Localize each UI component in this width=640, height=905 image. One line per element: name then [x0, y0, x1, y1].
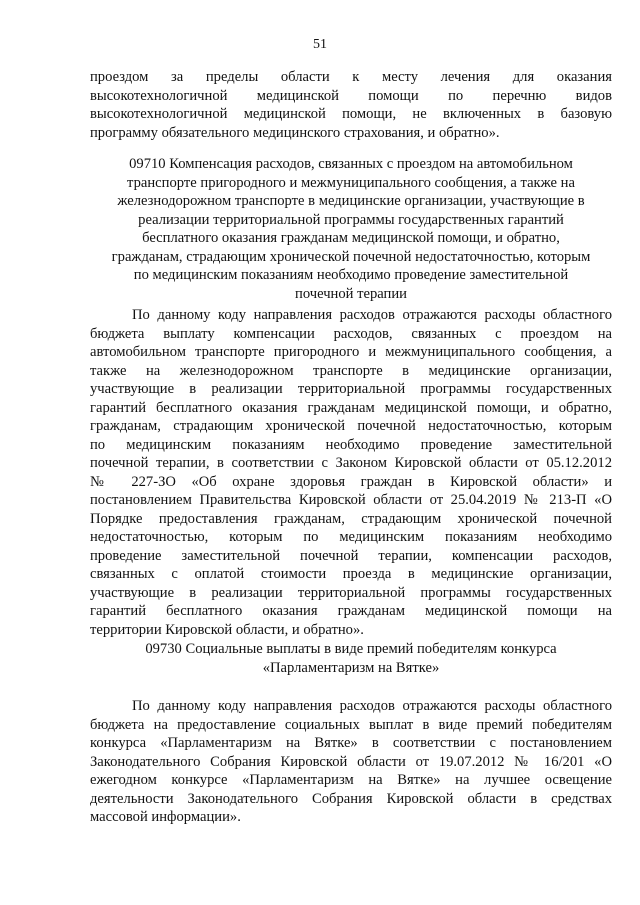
text-line: участвующие в реализации территориальной программы государственных [90, 584, 612, 601]
text-line: программу обязательного медицинского страхования, и обратно». [90, 124, 500, 141]
text-line: Законодательного Собрания Кировской области от 19.07.2012 № 16/201 «О [90, 753, 612, 770]
heading-line: почечной терапии [295, 285, 407, 302]
section-body-09710 [90, 306, 612, 639]
text-line: проведение заместительной почечной терапии, компенсации расходов, [90, 547, 612, 564]
heading-line: реализации территориальной программы государственных гарантий [138, 211, 564, 228]
heading-line: «Парламентаризм на Вятке» [262, 659, 440, 676]
continuation-paragraph [90, 68, 612, 142]
section-heading-09710 [90, 155, 612, 303]
text-line: недостаточностью, которым по медицинским показаниям необходимо [90, 529, 612, 545]
text-line: гарантий бесплатного оказания гражданам медицинской помощи, и обратно, [90, 399, 612, 416]
text-line: гарантий бесплатного оказания гражданам медицинской помощи на [90, 603, 612, 619]
heading-line: гражданам, страдающим хронической почечной недостаточностью, которым [111, 248, 591, 265]
text-line: Порядке предоставления гражданам, страдающим хронической почечной [90, 510, 612, 527]
section-body-09730 [90, 697, 612, 827]
text-line: почечной терапии, в соответствии с Законом Кировской области от 05.12.2012 [90, 455, 612, 471]
heading-line: транспорте пригородного и межмуниципального сообщения, а также на [127, 174, 575, 191]
text-line: деятельности Законодательного Собрания Кировской области в средствах [90, 790, 612, 807]
page-number: 51 [313, 37, 327, 52]
text-line: территории Кировской области, и обратно». [90, 621, 364, 638]
text-line: также на железнодорожном транспорте в медицинские организации, [90, 362, 612, 379]
heading-line: 09710 Компенсация расходов, связанных с проездом на автомобильном [129, 156, 573, 172]
text-line: постановлением Правительства Кировской области от 25.04.2019 № 213-П «О [90, 492, 612, 508]
text-line: связанных с оплатой стоимости проезда в медицинские организации, [90, 566, 612, 582]
text-line: бюджета на предоставление социальных выплат в виде премий победителям [90, 716, 612, 733]
heading-line: железнодорожном транспорте в медицинские организации, участвующие в [117, 193, 585, 209]
heading-line: бесплатного оказания гражданам медицинской помощи, и обратно, [142, 230, 560, 246]
heading-line: 09730 Социальные выплаты в виде премий победителям конкурса [145, 641, 557, 657]
text-line: бюджета выплату компенсации расходов, связанных с проездом на [90, 325, 612, 342]
text-line: гражданам, страдающим хронической почечной недостаточностью, которым [90, 418, 612, 434]
text-line: по медицинским показаниям необходимо проведение заместительной [90, 436, 612, 453]
text-line: По данному коду направления расходов отражаются расходы областного [132, 307, 612, 323]
text-line: проездом за пределы области к месту лечения для оказания [90, 69, 612, 85]
text-line: ежегодном конкурсе «Парламентаризм на Вятке» на лучшее освещение [90, 772, 612, 788]
text-line: высокотехнологичной медицинской помощи, не включенных в базовую [90, 106, 612, 122]
heading-line: по медицинским показаниям необходимо проведение заместительной [133, 267, 569, 283]
text-line: По данному коду направления расходов отражаются расходы областного [132, 698, 612, 714]
text-line: высокотехнологичной медицинской помощи по перечню видов [90, 87, 612, 104]
text-line: № 227-ЗО «Об охране здоровья граждан в Кировской области» и [90, 473, 612, 490]
text-line: автомобильном транспорте пригородного и межмуниципального сообщения, а [90, 344, 612, 360]
text-line: массовой информации». [90, 809, 241, 825]
section-heading-09730 [90, 640, 612, 677]
text-line: конкурса «Парламентаризм на Вятке» в соответствии с постановлением [90, 735, 612, 751]
text-line: участвующие в реализации территориальной программы государственных [90, 381, 612, 397]
